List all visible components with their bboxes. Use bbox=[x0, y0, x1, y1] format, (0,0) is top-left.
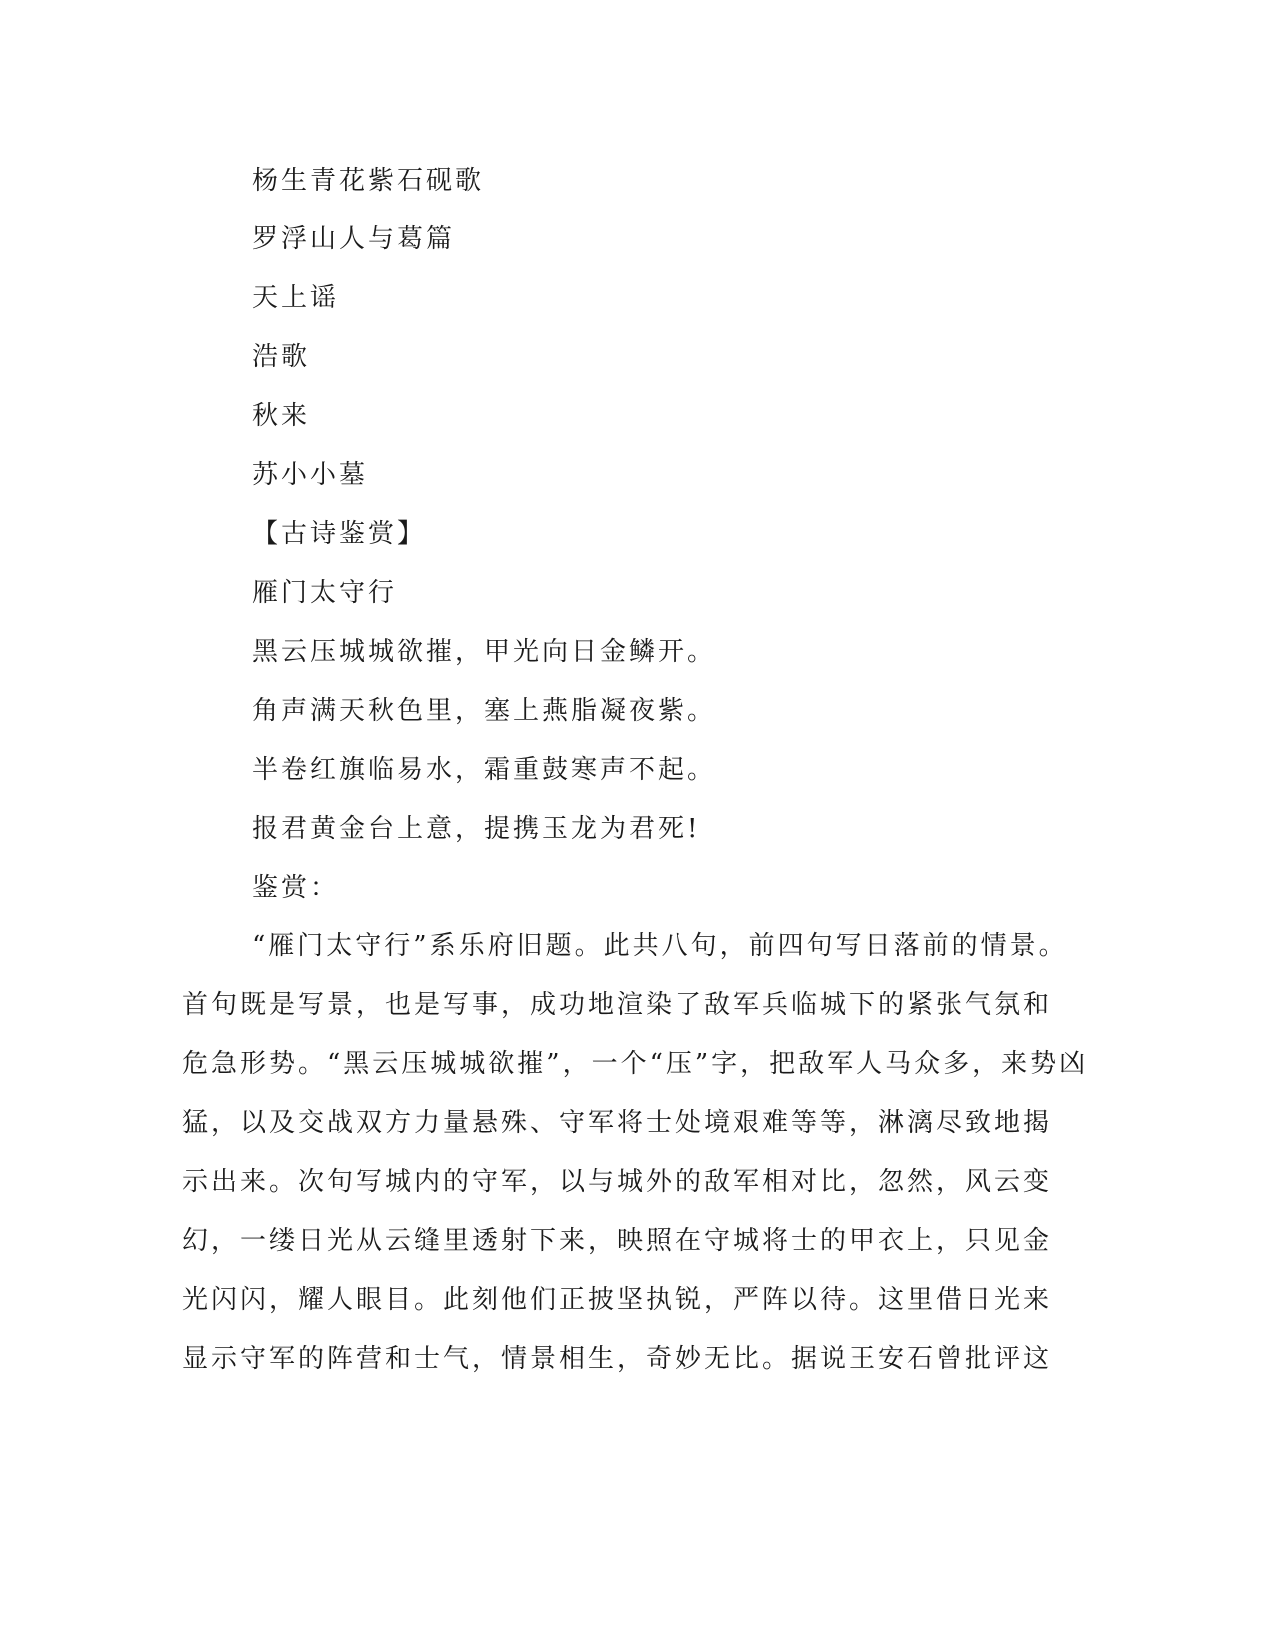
poem-line: 角声满天秋色里，塞上燕脂凝夜紫。 bbox=[252, 696, 717, 726]
paragraph-line: 幻，一缕日光从云缝里透射下来，映照在守城将士的甲衣上，只见金 bbox=[182, 1226, 1053, 1256]
paragraph-line: 光闪闪，耀人眼目。此刻他们正披坚执锐，严阵以待。这里借日光来 bbox=[182, 1285, 1053, 1315]
paragraph-line: 示出来。次句写城内的守军，以与城外的敌军相对比，忽然，风云变 bbox=[182, 1167, 1053, 1197]
section-heading: 【古诗鉴赏】 bbox=[252, 519, 427, 549]
paragraph-line: 危急形势。“黑云压城城欲摧”，一个“压”字，把敌军人马众多，来势凶 bbox=[182, 1049, 1089, 1079]
toc-item: 秋来 bbox=[252, 401, 311, 431]
paragraph-line: “雁门太守行”系乐府旧题。此共八句，前四句写日落前的情景。 bbox=[252, 931, 1068, 961]
poem-line: 半卷红旗临易水，霜重鼓寒声不起。 bbox=[252, 755, 717, 785]
appreciation-label: 鉴赏： bbox=[252, 873, 340, 903]
poem-title: 雁门太守行 bbox=[252, 578, 398, 608]
toc-item: 苏小小墓 bbox=[252, 460, 369, 490]
toc-item: 杨生青花紫石砚歌 bbox=[252, 166, 485, 196]
poem-line: 报君黄金台上意，提携玉龙为君死! bbox=[252, 814, 701, 844]
poem-line: 黑云压城城欲摧，甲光向日金鳞开。 bbox=[252, 637, 717, 667]
toc-item: 罗浮山人与葛篇 bbox=[252, 224, 456, 254]
toc-item: 天上谣 bbox=[252, 283, 340, 313]
paragraph-line: 猛，以及交战双方力量悬殊、守军将士处境艰难等等，淋漓尽致地揭 bbox=[182, 1108, 1053, 1138]
toc-item: 浩歌 bbox=[252, 342, 311, 372]
paragraph-line: 显示守军的阵营和士气，情景相生，奇妙无比。据说王安石曾批评这 bbox=[182, 1344, 1053, 1374]
paragraph-line: 首句既是写景，也是写事，成功地渲染了敌军兵临城下的紧张气氛和 bbox=[182, 990, 1053, 1020]
